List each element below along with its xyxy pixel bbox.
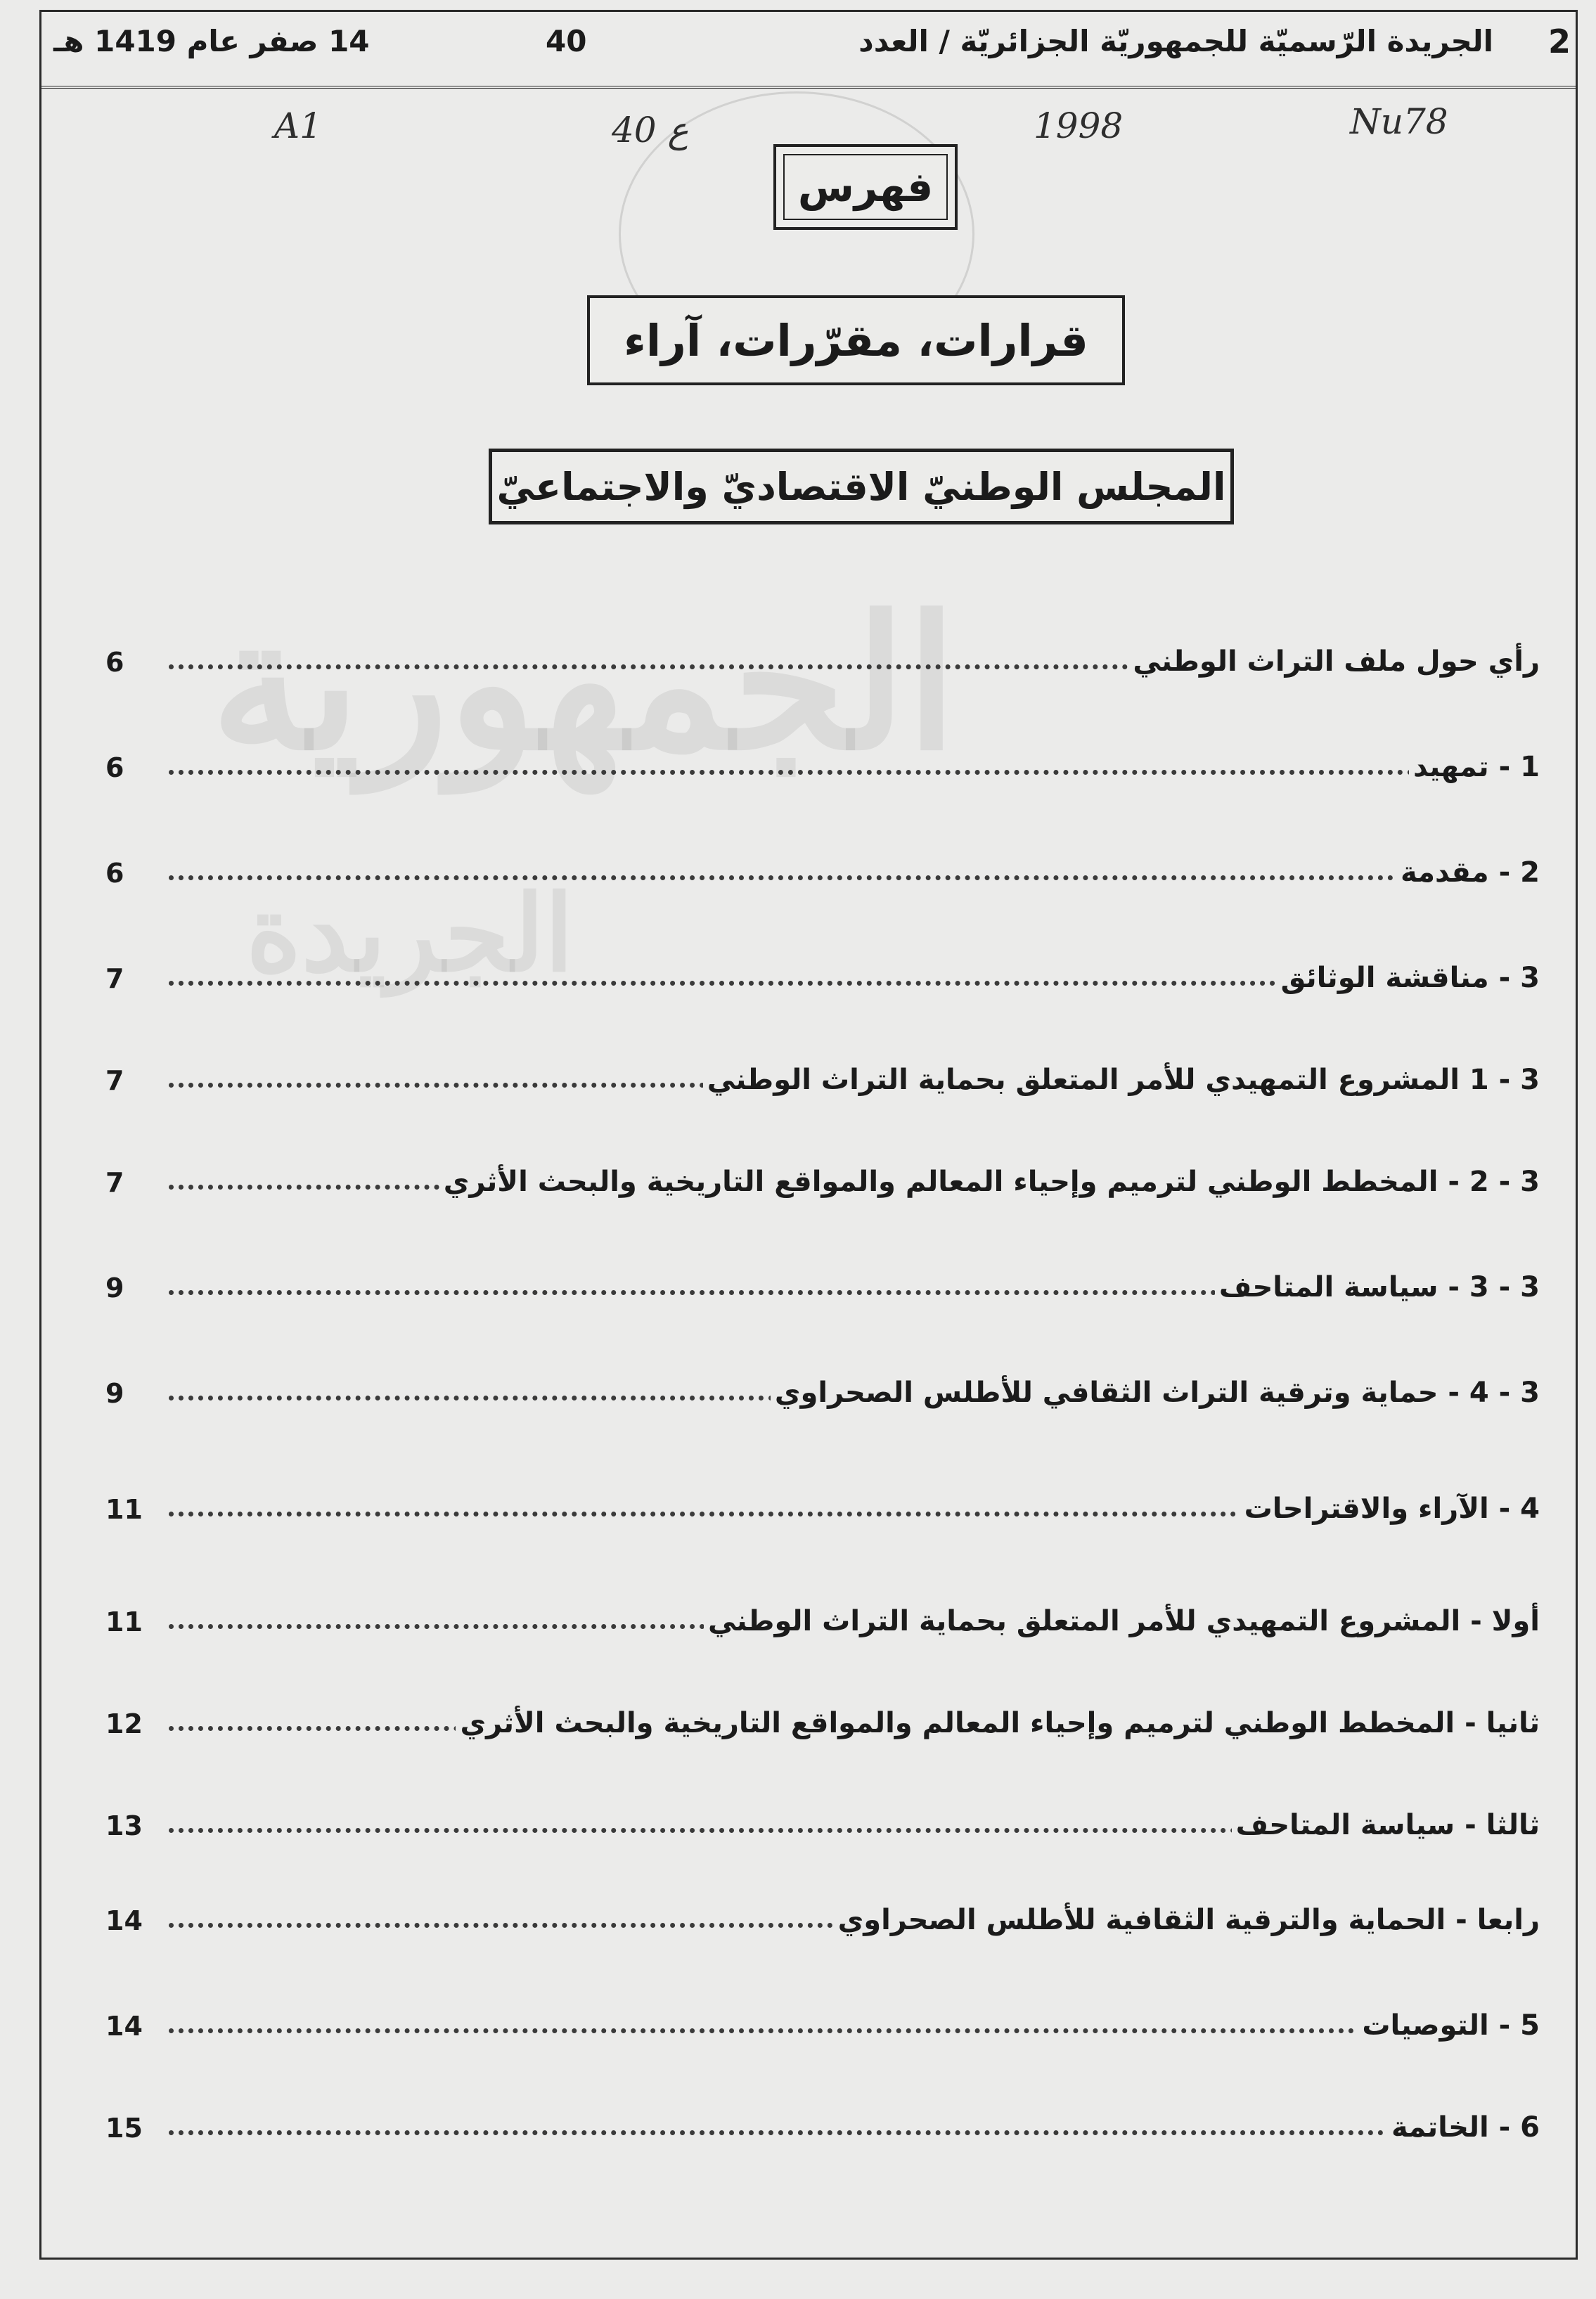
decisions-heading-box <box>587 295 1125 385</box>
header-journal-title: الجريدة الرّسميّة للجمهوريّة الجزائريّة / العدد <box>858 24 1493 58</box>
toc-page-number: 13 <box>105 1810 143 1841</box>
toc-entry-title: 6 - الخاتمة <box>1387 2111 1540 2144</box>
toc-entry[interactable] <box>105 1044 1540 1100</box>
handwritten-note-1: A1 <box>274 105 322 146</box>
dot-leader <box>169 770 1512 775</box>
toc-page-number: 6 <box>105 647 124 678</box>
toc-entry-title: 2 - مقدمة <box>1396 856 1540 889</box>
dot-leader <box>169 2028 1512 2033</box>
toc-page-number: 11 <box>105 1494 143 1525</box>
toc-entry-title: 4 - الآراء والاقتراحات <box>1240 1493 1540 1525</box>
page-header <box>39 10 1578 89</box>
toc-page-number: 6 <box>105 858 124 889</box>
toc-entry[interactable] <box>105 1251 1540 1308</box>
toc-page-number: 12 <box>105 1708 143 1739</box>
toc-entry[interactable] <box>105 1789 1540 1846</box>
toc-entry-title: ثالثا - سياسة المتاحف <box>1232 1809 1540 1841</box>
dot-leader <box>169 875 1512 880</box>
handwritten-note-4: Nu78 <box>1350 101 1448 142</box>
header-page-number: 2 <box>1547 22 1571 60</box>
toc-entry-title: 1 - تمهيد <box>1409 751 1540 783</box>
toc-page-number: 14 <box>105 1905 143 1936</box>
handwritten-note-2: 40 ع <box>612 110 689 150</box>
council-heading-box <box>489 449 1234 524</box>
toc-entry-title: ثانيا - المخطط الوطني لترميم وإحياء المعالم والمواقع التاريخية والبحث الأثري <box>456 1707 1540 1739</box>
toc-page-number: 14 <box>105 2011 143 2042</box>
toc-entry-title: 3 - مناقشة الوثائق <box>1277 962 1540 994</box>
toc-entry-title: 5 - التوصيات <box>1358 2009 1540 2042</box>
bleed-through-calligraphy: الجمهورية <box>211 577 958 791</box>
toc-page-number: 15 <box>105 2113 143 2144</box>
toc-page-number: 6 <box>105 752 124 783</box>
header-issue-number: 40 <box>546 24 587 58</box>
toc-entry[interactable] <box>105 1884 1540 1940</box>
decisions-heading: قرارات، مقرّرات، آراء <box>624 314 1088 366</box>
index-heading-box <box>773 144 958 230</box>
header-date: 14 صفر عام 1419 هـ <box>53 24 370 58</box>
toc-page-number: 7 <box>105 1167 124 1198</box>
handwritten-note-3: 1998 <box>1034 105 1124 146</box>
toc-entry[interactable] <box>105 1990 1540 2046</box>
toc-entry-title: رابعا - الحماية والترقية الثقافية للأطلس الصحراوي <box>834 1904 1540 1936</box>
toc-entry[interactable] <box>105 1473 1540 1529</box>
toc-entry[interactable] <box>105 942 1540 998</box>
toc-entry-title: 3 - 2 - المخطط الوطني لترميم وإحياء المعالم والمواقع التاريخية والبحث الأثري <box>439 1166 1540 1198</box>
toc-entry[interactable] <box>105 626 1540 682</box>
toc-entry-title: أولا - المشروع التمهيدي للأمر المتعلق بحماية التراث الوطني <box>704 1605 1540 1637</box>
toc-page-number: 9 <box>105 1378 124 1409</box>
toc-entry[interactable] <box>105 2092 1540 2148</box>
toc-entry[interactable] <box>105 837 1540 893</box>
toc-page-number: 11 <box>105 1606 143 1637</box>
toc-entry[interactable] <box>105 1687 1540 1744</box>
toc-entry-title: 3 - 4 - حماية وترقية التراث الثقافي للأطلس الصحراوي <box>771 1377 1540 1409</box>
toc-entry-title: 3 - 3 - سياسة المتاحف <box>1215 1271 1540 1303</box>
toc-page-number: 9 <box>105 1273 124 1303</box>
toc-entry-title: 3 - 1 المشروع التمهيدي للأمر المتعلق بحماية التراث الوطني <box>703 1064 1540 1096</box>
toc-page-number: 7 <box>105 1065 124 1096</box>
toc-entry[interactable] <box>105 731 1540 787</box>
toc-entry-title: رأي حول ملف التراث الوطني <box>1128 645 1540 678</box>
bleed-through-calligraphy-2: الجريدة <box>246 872 574 996</box>
toc-entry[interactable] <box>105 1585 1540 1642</box>
toc-page-number: 7 <box>105 963 124 994</box>
toc-entry[interactable] <box>105 1357 1540 1413</box>
dot-leader <box>169 2130 1512 2135</box>
toc-entry[interactable] <box>105 1146 1540 1202</box>
index-heading: فهرس <box>797 163 934 211</box>
council-heading: المجلس الوطنيّ الاقتصاديّ والاجتماعيّ <box>496 464 1226 509</box>
